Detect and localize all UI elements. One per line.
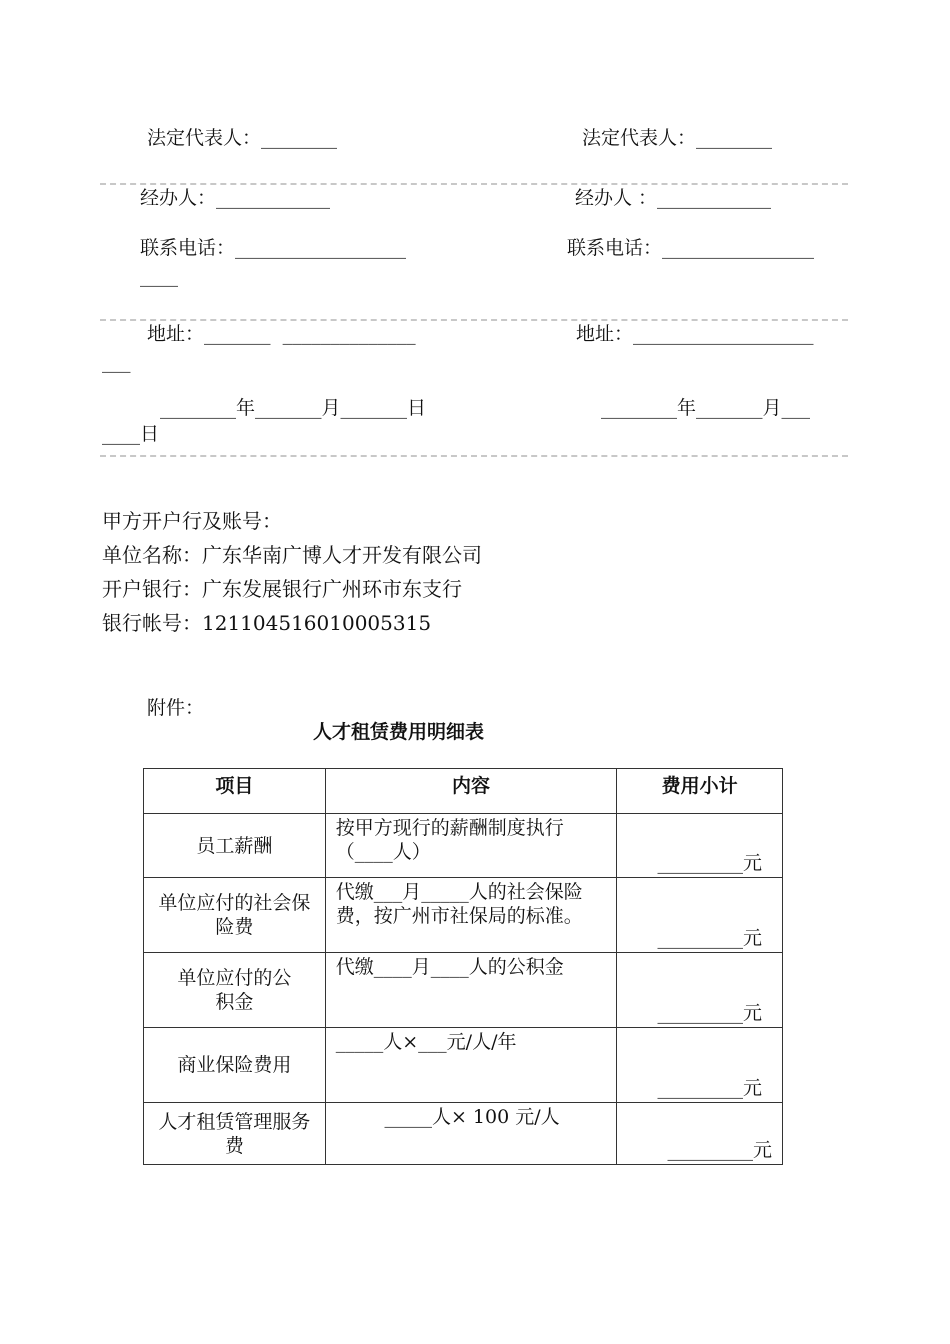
table-row [144, 878, 783, 953]
right-legal-rep: 法定代表人：________ [582, 127, 773, 149]
fee-cell: _________元 [657, 927, 762, 949]
left-phone: 联系电话：__________________ [140, 237, 407, 259]
right-phone: 联系电话：________________ [567, 237, 815, 259]
header-item: 项目 [215, 775, 254, 797]
fee-cell: _________元 [657, 1002, 762, 1024]
content-cell: _____人×___元/人/年 [335, 1031, 517, 1053]
left-handler: 经办人：____________ [140, 187, 331, 209]
divider-3 [100, 455, 848, 457]
fee-cell: _________元 [657, 852, 762, 874]
divider-2 [100, 319, 848, 321]
address-wrap: ___ [102, 351, 131, 373]
bank-name: 开户银行：广东发展银行广州环市东支行 [102, 577, 462, 601]
divider-1 [100, 183, 848, 185]
content-cell: 代缴___月_____人的社会保险费，按广州市社保局的标准。 [335, 881, 583, 927]
item-cell: 单位应付的社会保险费 [158, 892, 311, 938]
content-cell: 按甲方现行的薪酬制度执行（____人） [335, 817, 564, 863]
fee-cell: _________元 [667, 1139, 772, 1161]
table-row [144, 1103, 783, 1165]
fee-cell: _________元 [657, 1077, 762, 1099]
table-row [144, 953, 783, 1028]
left-address: 地址：_______ ______________ [147, 323, 416, 345]
item-cell: 人才租赁管理服务费 [158, 1110, 311, 1157]
bank-heading: 甲方开户行及账号： [102, 509, 282, 533]
left-phone-wrap: ____ [140, 265, 178, 287]
right-date: ________年_______月___ [601, 397, 811, 419]
item-cell: 商业保险费用 [177, 1054, 292, 1076]
left-legal-rep: 法定代表人：________ [147, 127, 338, 149]
right-handler: 经办人 ：____________ [575, 187, 772, 209]
item-cell: 单位应付的公积金 [177, 967, 292, 1013]
left-date: ________年_______月_______日 [160, 397, 427, 419]
bank-account: 银行帐号：121104516010005315 [102, 611, 432, 635]
table-header-row [144, 769, 783, 814]
table-row [144, 814, 783, 878]
table-row [144, 1028, 783, 1103]
attachment-label: 附件： [147, 697, 205, 719]
content-cell: 代缴____月____人的公积金 [335, 956, 564, 978]
right-address: 地址：___________________ [576, 323, 814, 345]
right-date-wrap: ____日 [102, 423, 160, 445]
bank-unit-name: 单位名称：广东华南广博人才开发有限公司 [102, 543, 482, 567]
fee-table [143, 768, 783, 1165]
header-content: 内容 [452, 775, 491, 797]
item-cell: 员工薪酬 [196, 834, 273, 857]
content-cell: _____人× 100 元/人 [384, 1106, 560, 1128]
header-fee: 费用小计 [661, 775, 738, 797]
table-title: 人才租赁费用明细表 [313, 721, 485, 743]
